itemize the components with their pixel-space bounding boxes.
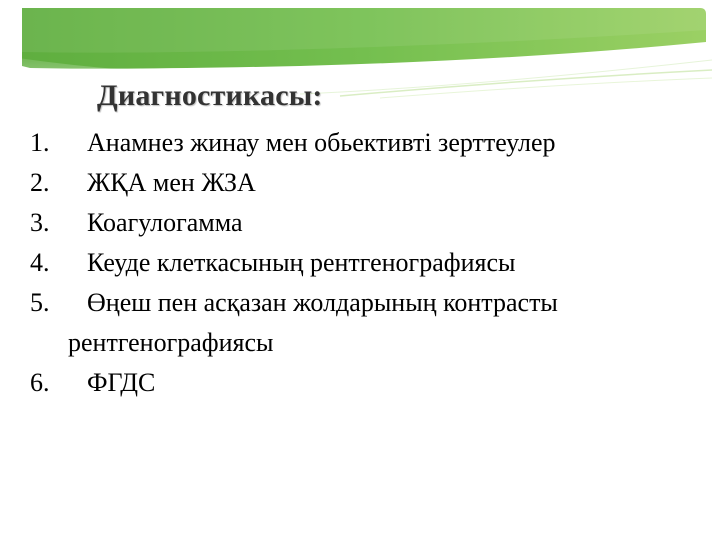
- list-item-text: Анамнез жинау мен обьективті зерттеулер: [87, 128, 556, 157]
- list-number: 3.: [30, 208, 50, 237]
- slide-title: Диагностикасы:: [97, 79, 323, 112]
- list-item: [0, 363, 700, 403]
- list-item-text: Өңеш пен асқазан жолдарының контрасты: [87, 288, 558, 317]
- list-number: 2.: [30, 168, 50, 197]
- list-number: 5.: [30, 288, 50, 317]
- list-number: 6.: [30, 368, 50, 397]
- list-number: 4.: [30, 248, 50, 277]
- list-item-continuation: рентгенографиясы: [68, 328, 274, 357]
- diagnostics-list: [0, 123, 700, 403]
- list-item: [0, 243, 700, 283]
- list-item-text: ЖҚА мен ЖЗА: [87, 168, 256, 197]
- list-item: [0, 283, 700, 363]
- list-item-text: Коагулогамма: [87, 208, 243, 237]
- list-item-text: Кеуде клеткасының рентгенографиясы: [87, 248, 516, 277]
- list-item-text: ФГДС: [87, 368, 156, 397]
- list-item: [0, 123, 700, 163]
- list-number: 1.: [30, 128, 50, 157]
- list-item: [0, 203, 700, 243]
- list-item: [0, 163, 700, 203]
